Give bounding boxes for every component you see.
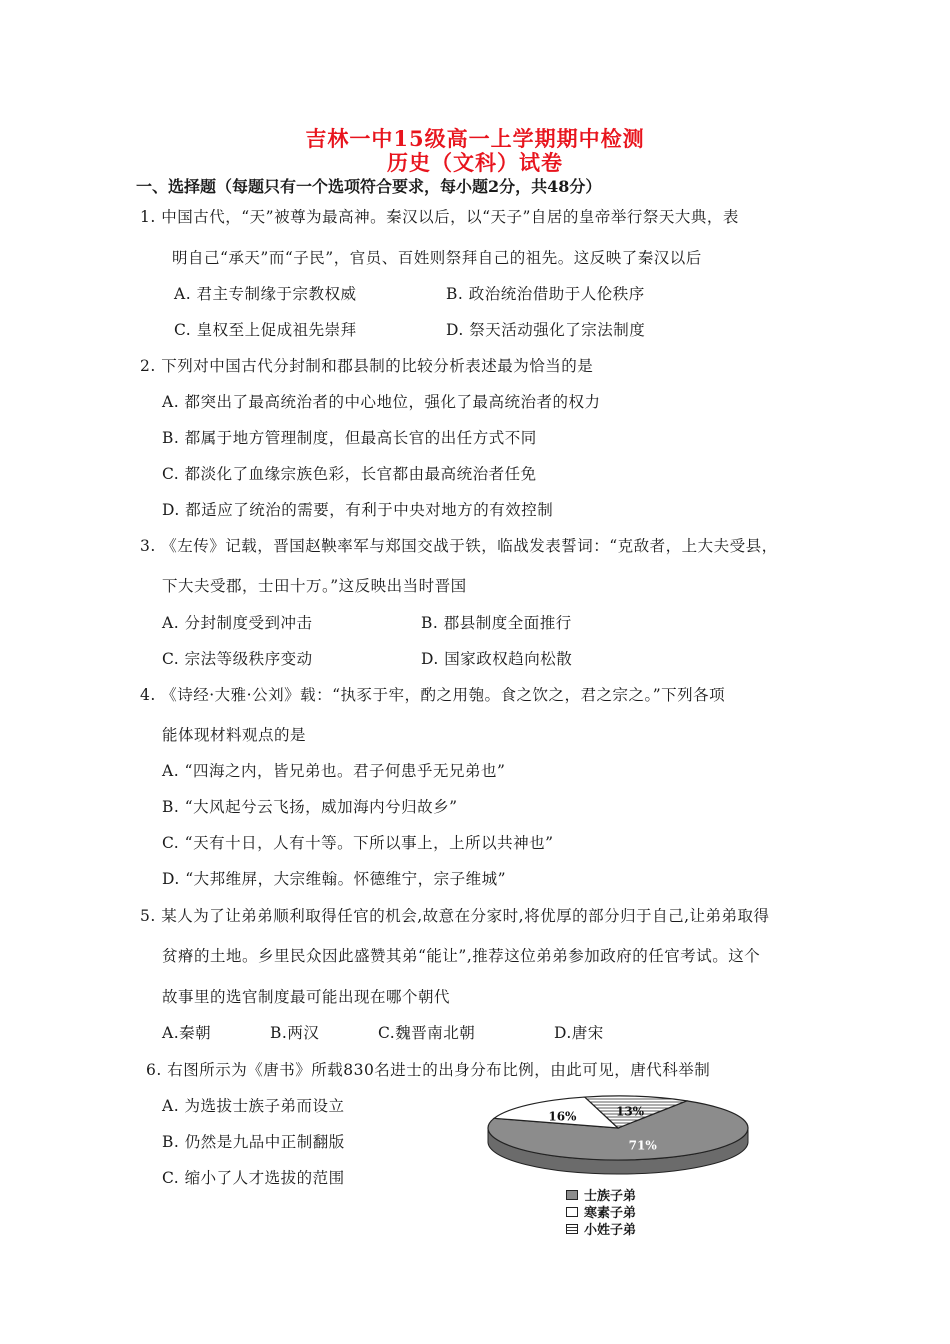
q1-option-d: D. 祭天活动强化了宗法制度 bbox=[446, 321, 646, 339]
q2-stem: 2. 下列对中国古代分封制和郡县制的比较分析表述最为恰当的是 bbox=[140, 357, 594, 375]
legend-swatch-xiaoxing bbox=[566, 1224, 578, 1234]
q1-stem-line2: 明自己“承天”而“子民”，官员、百姓则祭拜自己的祖先。这反映了秦汉以后 bbox=[172, 249, 702, 267]
q6-option-b: B. 仍然是九品中正制翻版 bbox=[162, 1133, 345, 1151]
exam-title: 吉林一中15级高一上学期期中检测 bbox=[305, 126, 645, 151]
q4-stem-line2: 能体现材料观点的是 bbox=[162, 726, 307, 744]
q1-option-a: A. 君主专制缘于宗教权威 bbox=[174, 285, 357, 303]
legend-item-hansu bbox=[566, 1203, 636, 1220]
pie-slice-label: 16% bbox=[548, 1109, 577, 1124]
q5-stem-line2: 贫瘠的土地。乡里民众因此盛赞其弟“能让”,推荐这位弟弟参加政府的任官考试。这个 bbox=[162, 947, 761, 965]
q3-option-c: C. 宗法等级秩序变动 bbox=[162, 650, 313, 668]
q4-option-a: A. “四海之内，皆兄弟也。君子何患乎无兄弟也” bbox=[162, 762, 506, 780]
section-heading: 一、选择题（每题只有一个选项符合要求，每小题2分，共48分） bbox=[136, 177, 602, 196]
q6-option-a: A. 为选拔士族子弟而设立 bbox=[162, 1097, 345, 1115]
legend-item-xiaoxing bbox=[566, 1220, 636, 1237]
chart-legend bbox=[566, 1186, 636, 1237]
exam-subtitle: 历史（文科）试卷 bbox=[387, 150, 563, 175]
legend-label-hansu: 寒素子弟 bbox=[584, 1206, 637, 1221]
q1-option-c: C. 皇权至上促成祖先崇拜 bbox=[174, 321, 357, 339]
legend-label-xiaoxing: 小姓子弟 bbox=[584, 1223, 637, 1238]
q5-stem-line1: 5. 某人为了让弟弟顺利取得任官的机会,故意在分家时,将优厚的部分归于自己,让弟弟取得 bbox=[140, 907, 770, 925]
q1-option-b: B. 政治统治借助于人伦秩序 bbox=[446, 285, 645, 303]
q2-option-d: D. 都适应了统治的需要，有利于中央对地方的有效控制 bbox=[162, 501, 554, 519]
q5-option-c: C.魏晋南北朝 bbox=[378, 1024, 476, 1042]
q4-stem-line1: 4. 《诗经·大雅·公刘》载：“执豕于牢，酌之用匏。食之饮之，君之宗之。”下列各项 bbox=[140, 686, 726, 704]
q3-stem-line2: 下大夫受郡，士田十万。”这反映出当时晋国 bbox=[162, 577, 467, 595]
q3-option-b: B. 郡县制度全面推行 bbox=[421, 614, 572, 632]
q6-stem: 6. 右图所示为《唐书》所载830名进士的出身分布比例，由此可见，唐代科举制 bbox=[146, 1061, 711, 1079]
q2-option-b: B. 都属于地方管理制度，但最高长官的出任方式不同 bbox=[162, 429, 537, 447]
legend-swatch-shizu bbox=[566, 1190, 578, 1200]
legend-label-shizu: 士族子弟 bbox=[584, 1189, 637, 1204]
q6-option-c: C. 缩小了人才选拔的范围 bbox=[162, 1169, 345, 1187]
q2-option-a: A. 都突出了最高统治者的中心地位，强化了最高统治者的权力 bbox=[162, 393, 601, 411]
legend-item-shizu bbox=[566, 1186, 636, 1203]
q5-option-b: B.两汉 bbox=[270, 1024, 320, 1042]
q1-stem-line1: 1. 中国古代，“天”被尊为最高神。秦汉以后，以“天子”自居的皇帝举行祭天大典，表 bbox=[140, 208, 739, 226]
q5-stem-line3: 故事里的选官制度最可能出现在哪个朝代 bbox=[162, 988, 451, 1006]
q5-option-d: D.唐宋 bbox=[554, 1024, 604, 1042]
legend-swatch-hansu bbox=[566, 1207, 578, 1217]
q4-option-b: B. “大风起兮云飞扬，威加海内兮归故乡” bbox=[162, 798, 458, 816]
q5-option-a: A.秦朝 bbox=[162, 1024, 212, 1042]
q2-option-c: C. 都淡化了血缘宗族色彩，长官都由最高统治者任免 bbox=[162, 465, 537, 483]
q4-option-c: C. “天有十日，人有十等。下所以事上，上所以共神也” bbox=[162, 834, 554, 852]
q4-option-d: D. “大邦维屏，大宗维翰。怀德维宁，宗子维城” bbox=[162, 870, 507, 888]
pie-chart bbox=[482, 1092, 757, 1176]
q3-option-a: A. 分封制度受到冲击 bbox=[162, 614, 313, 632]
pie-slice-label: 13% bbox=[615, 1104, 645, 1119]
q3-stem-line1: 3. 《左传》记载，晋国赵鞅率军与郑国交战于铁，临战发表誓词：“克敌者，上大夫受县， bbox=[140, 537, 778, 555]
pie-slice-label: 71% bbox=[628, 1138, 657, 1153]
q3-option-d: D. 国家政权趋向松散 bbox=[421, 650, 573, 668]
